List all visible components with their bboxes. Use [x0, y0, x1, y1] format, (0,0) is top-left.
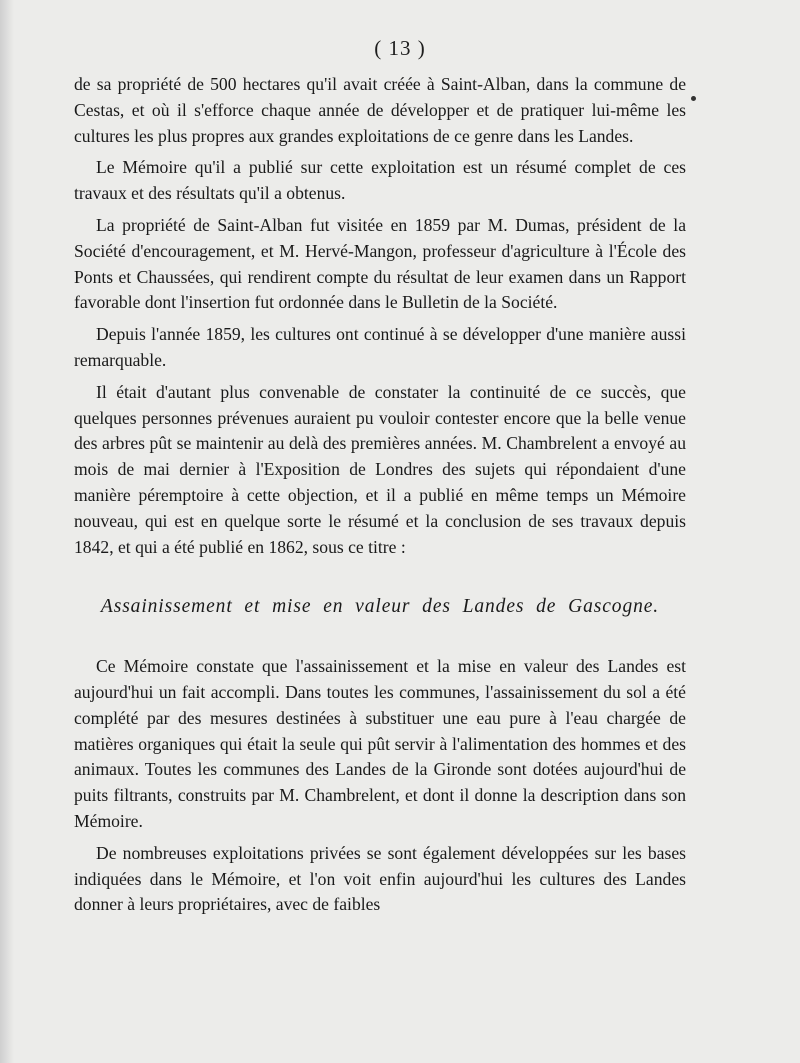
memoire-title-heading: Assainissement et mise en valeur des Landes de Gascogne. — [100, 596, 660, 618]
paragraph-memoire-summary: Le Mémoire qu'il a publié sur cette exploitation est un résumé complet de ces travaux et des résultats qu'il a obtenus. — [74, 157, 686, 204]
paragraph-private-exploitations: De nombreuses exploitations privées se sont également développées sur les bases indiquées dans le Mémoire, et l'on voit enfin aujourd'hui les cultures des Landes donner à leurs propriétaires, avec de faibles — [74, 842, 686, 915]
paragraph-memoire-findings: Ce Mémoire constate que l'assainissement et la mise en valeur des Landes est aujourd'hui un fait accompli. Dans toutes les communes, l'assainissement du sol a été complété par des mesures destinées à substituer une eau pure à l'eau chargée de matières organiques qui était la seule qui pût servir à l'alimentation des hommes et des animaux. Toutes les communes des Landes de la Gironde sont dotées aujourd'hui de puits filtrants, construits par M. Chambrelent, et dont il donne la description dans son Mémoire. — [74, 656, 686, 831]
body-text — [74, 72, 686, 924]
paragraph-since-1859: Depuis l'année 1859, les cultures ont continué à se développer d'une manière aussi remarquable. — [74, 324, 686, 370]
paragraph-continuity: Il était d'autant plus convenable de constater la continuité de ce succès, que quelques personnes prévenues auraient pu vouloir contester encore que la belle venue des arbres pût se maintenir au delà des premières années. M. Chambrelent a envoyé au mois de mai dernier à l'Exposition de Londres des sujets qui répondaient d'une manière péremptoire à cette objection, et il a publié en même temps un Mémoire nouveau, qui est en quelque sorte le résumé et la conclusion de ses travaux depuis 1842, et qui a été publié en 1862, sous ce titre : — [74, 381, 686, 557]
page-gutter-shadow — [0, 0, 14, 1063]
ink-speck — [691, 96, 696, 101]
page-number: ( 13 ) — [374, 36, 426, 60]
paragraph-continuation: de sa propriété de 500 hectares qu'il avait créée à Saint-Alban, dans la commune de Cestas, et où il s'efforce chaque année de développer et de pratiquer lui-même les cultures les plus propres aux grandes exploitations de ce genre dans les Landes. — [74, 74, 686, 146]
paragraph-saint-alban-visit: La propriété de Saint-Alban fut visitée en 1859 par M. Dumas, président de la Société d'encouragement, et M. Hervé-Mangon, professeur d'agriculture à l'École des Ponts et Chaussées, qui rendirent compte du résultat de leur examen dans un Rapport favorable dont l'insertion fut ordonnée dans le Bulletin de la Société. — [74, 214, 686, 313]
